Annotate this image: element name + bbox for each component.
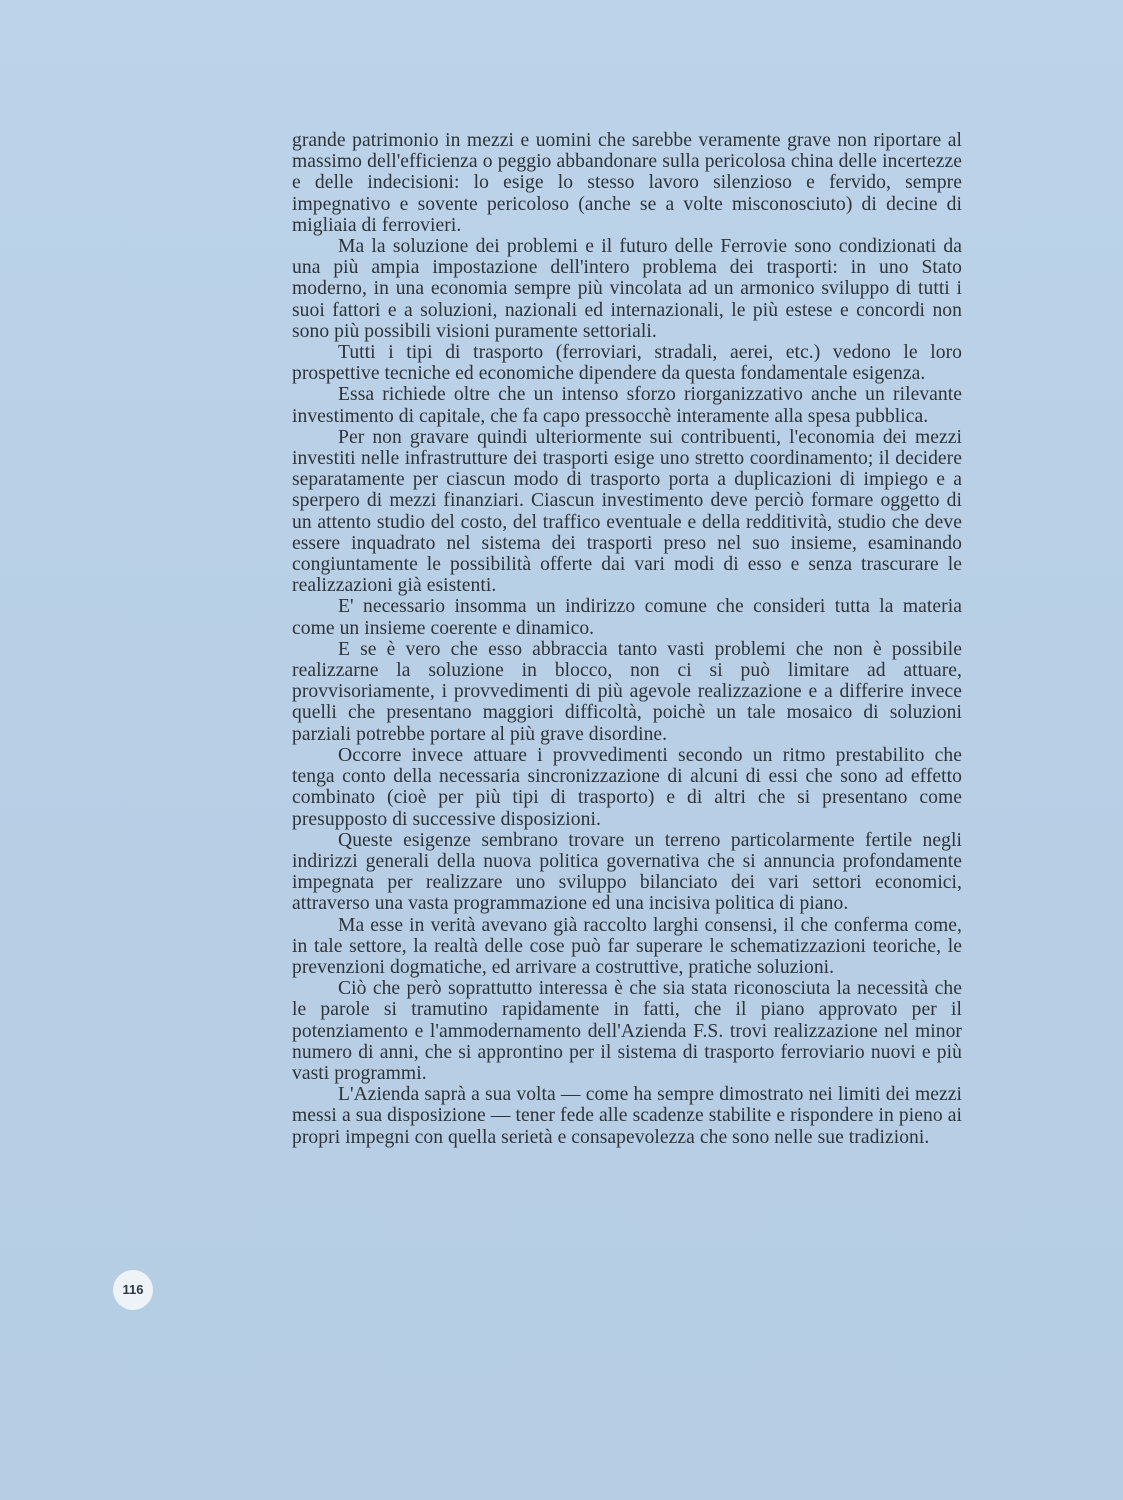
paragraph: Queste esigenze sembrano trovare un terreno particolarmente fertile negli indirizzi generali della nuova politica governativa che si annuncia profondamente impegnata per realizzare uno sviluppo bilanciato dei vari settori economici, attraverso una vasta programmazione ed una incisiva politica di piano. — [292, 829, 962, 915]
paragraph: L'Azienda saprà a sua volta — come ha sempre dimostrato nei limiti dei mezzi messi a sua disposizione — tener fede alle scadenze stabilite e rispondere in pieno ai propri impegni con quella serietà e consapevolezza che sono nelle sue tradizioni. — [292, 1084, 962, 1148]
body-text — [292, 130, 962, 1148]
page-number-badge: 116 — [113, 1270, 153, 1310]
paragraph: Essa richiede oltre che un intenso sforzo riorganizzativo anche un rilevante investimento di capitale, che fa capo pressocchè interamente alla spesa pubblica. — [292, 384, 962, 427]
paragraph: Tutti i tipi di trasporto (ferroviari, stradali, aerei, etc.) vedono le loro prospettive tecniche ed economiche dipendere da questa fondamentale esigenza. — [292, 342, 962, 385]
paragraph: Occorre invece attuare i provvedimenti secondo un ritmo prestabilito che tenga conto della necessaria sincronizzazione di alcuni di essi che sono ad effetto combinato (cioè per più tipi di trasporto) e di altri che si presentano come presupposto di successive disposizioni. — [292, 744, 962, 830]
paragraph: grande patrimonio in mezzi e uomini che sarebbe veramente grave non riportare al massimo dell'efficienza o peggio abbandonare sulla pericolosa china delle incertezze e delle indecisioni: lo esige lo stesso lavoro silenzioso e fervido, sempre impegnativo e sovente pericoloso (anche se a volte misconosciuto) di decine di migliaia di ferrovieri. — [292, 130, 962, 236]
paragraph: Ciò che però soprattutto interessa è che sia stata riconosciuta la necessità che le parole si tramutino rapidamente in fatti, che il piano approvato per il potenziamento e l'ammodernamento dell'Azienda F.S. trovi realizzazione nel minor numero di anni, che si approntino per il sistema di trasporto ferroviario nuovi e più vasti programmi. — [292, 978, 962, 1084]
paragraph: Per non gravare quindi ulteriormente sui contribuenti, l'economia dei mezzi investiti nelle infrastrutture dei trasporti esige uno stretto coordinamento; il decidere separatamente per ciascun modo di trasporto porta a duplicazioni di impiego e a sperpero di mezzi finanziari. Ciascun investimento deve perciò formare oggetto di un attento studio del costo, del traffico eventuale e della redditività, studio che deve essere inquadrato nel sistema dei trasporti preso nel suo insieme, esaminando congiuntamente le possibilità offerte dai vari modi di esso e senza trascurare le realizzazioni già esistenti. — [292, 426, 962, 597]
paragraph: Ma esse in verità avevano già raccolto larghi consensi, il che conferma come, in tale settore, la realtà delle cose può far superare le schematizzazioni teoriche, le prevenzioni dogmatiche, ed arrivare a costruttive, pratiche soluzioni. — [292, 914, 962, 978]
paragraph: Ma la soluzione dei problemi e il futuro delle Ferrovie sono condizionati da una più ampia impostazione dell'intero problema dei trasporti: in uno Stato moderno, in una economia sempre più vincolata ad un armonico sviluppo di tutti i suoi fattori e a soluzioni, nazionali ed internazionali, le più estese e concordi non sono più possibili visioni puramente settoriali. — [292, 236, 962, 342]
paragraph: E se è vero che esso abbraccia tanto vasti problemi che non è possibile realizzarne la soluzione in blocco, non ci si può limitare ad attuare, provvisoriamente, i provvedimenti di più agevole realizzazione e a differire invece quelli che presentano maggiori difficoltà, poichè un tale mosaico di soluzioni parziali potrebbe portare al più grave disordine. — [292, 638, 962, 745]
paragraph: E' necessario insomma un indirizzo comune che consideri tutta la materia come un insieme coerente e dinamico. — [292, 596, 962, 639]
